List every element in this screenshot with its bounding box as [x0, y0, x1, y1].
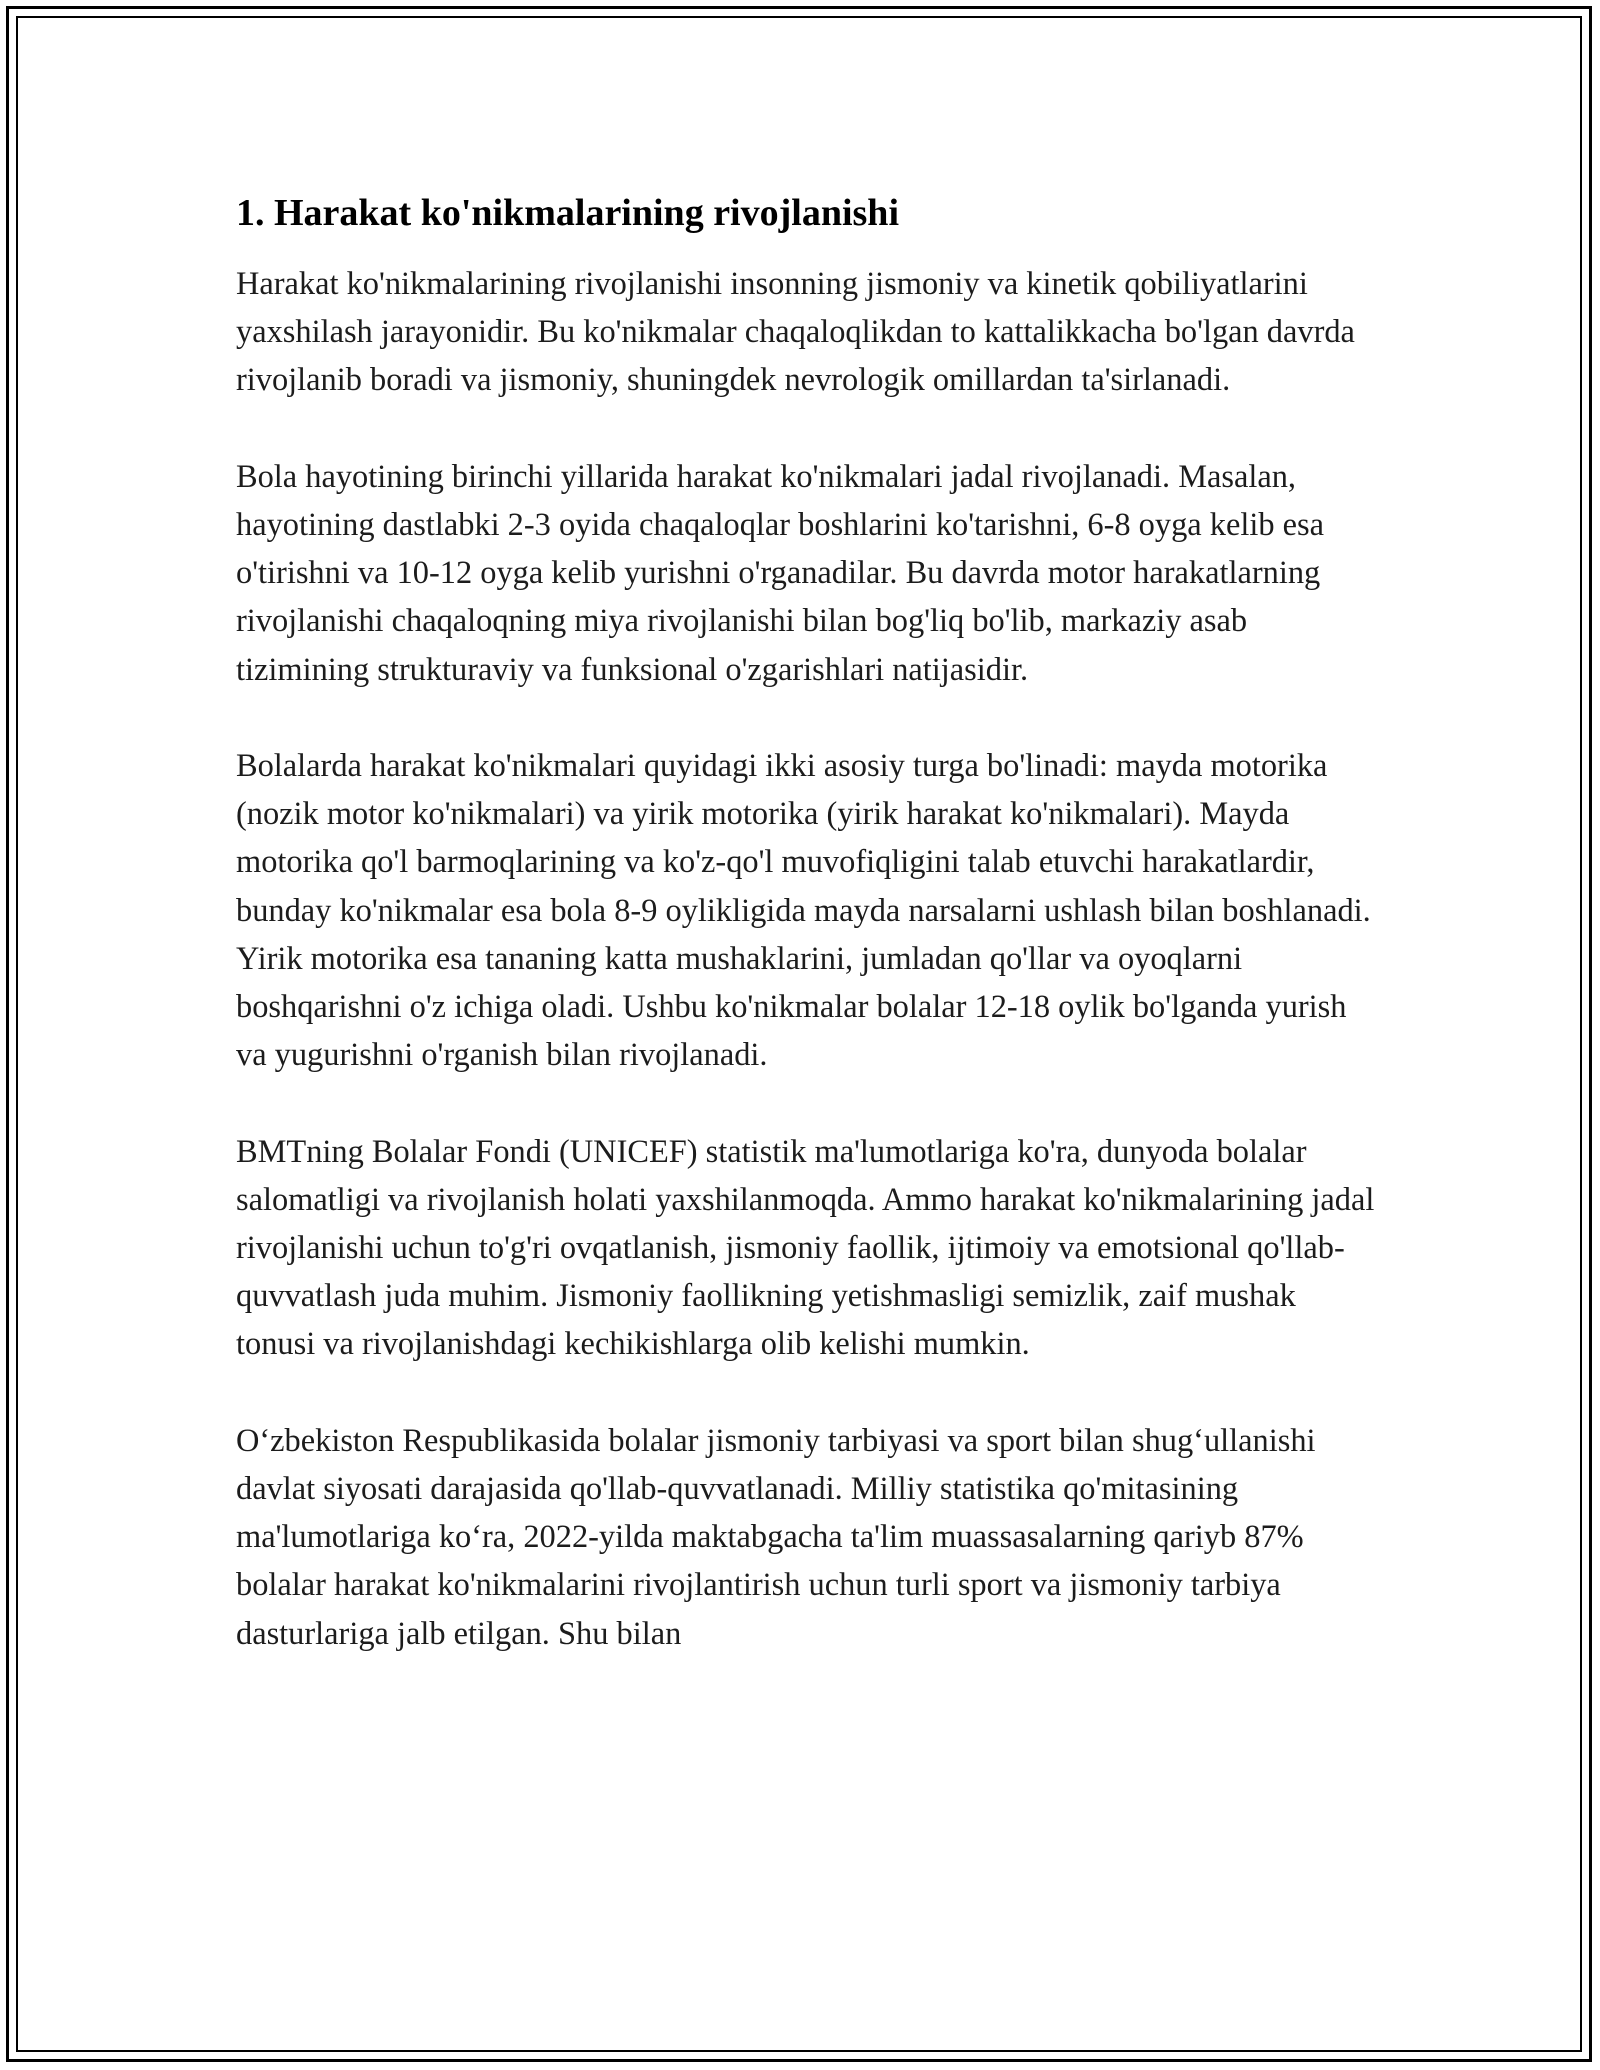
- paragraph-early-development: Bola hayotining birinchi yillarida harakat ko'nikmalari jadal rivojlanadi. Masalan, hayotining dastlabki 2-3 oyida chaqaloqlar boshlarini ko'tarishni, 6-8 oyga kelib esa o'tirishni va 10-12 oyga kelib yurishni o'rganadilar. Bu davrda motor harakatlarning rivojlanishi chaqaloqning miya rivojlanishi bilan bog'liq bo'lib, markaziy asab tizimining strukturaviy va funksional o'zgarishlari natijasidir.: [236, 458, 1324, 688]
- paragraph-motor-types: Bolalarda harakat ko'nikmalari quyidagi ikki asosiy turga bo'linadi: mayda motorika (nozik motor ko'nikmalari) va yirik motorika (yirik harakat ko'nikmalari). Mayda motorika qo'l barmoqlarining va ko'z-qo'l muvofiqligini talab etuvchi harakatlardir, bunday ko'nikmalar esa bola 8-9 oylikligida mayda narsalarni ushlash bilan boshlanadi. Yirik motorika esa tananing katta mushaklarini, jumladan qo'llar va oyoqlarni boshqarishni o'z ichiga oladi. Ushbu ko'nikmalar bolalar 12-18 oylik bo'lganda yurish va yugurishni o'rganish bilan rivojlanadi.: [236, 748, 1371, 1074]
- paragraph-unicef: BMTning Bolalar Fondi (UNICEF) statistik ma'lumotlariga ko'ra, dunyoda bolalar salomatligi va rivojlanish holati yaxshilanmoqda. Ammo harakat ko'nikmalarining jadal rivojlanishi uchun to'g'ri ovqatlanish, jismoniy faollik, ijtimoiy va emotsional qo'llab-quvvatlash juda muhim. Jismoniy faollikning yetishmasligi semizlik, zaif mushak tonusi va rivojlanishdagi kechikishlarga olib kelishi mumkin.: [236, 1133, 1375, 1363]
- paragraph-uzbekistan: O‘zbekiston Respublikasida bolalar jismoniy tarbiyasi va sport bilan shug‘ullanishi davlat siyosati darajasida qo'llab-quvvatlanadi. Milliy statistika qo'mitasining ma'lumotlariga ko‘ra, 2022-yilda maktabgacha ta'lim muassasalarning qariyb 87% bolalar harakat ko'nikmalarini rivojlantirish uchun turli sport va jismoniy tarbiya dasturlariga jalb etilgan. Shu bilan: [236, 1422, 1316, 1652]
- document-body: [236, 186, 1376, 1706]
- paragraph-intro: Harakat ko'nikmalarining rivojlanishi insonning jismoniy va kinetik qobiliyatlarini yaxshilash jarayonidir. Bu ko'nikmalar chaqaloqlikdan to kattalikkacha bo'lgan davrda rivojlanib boradi va jismoniy, shuningdek nevrologik omillardan ta'sirlanadi.: [236, 266, 1355, 399]
- section-heading: 1. Harakat ko'nikmalarining rivojlanishi: [236, 192, 899, 234]
